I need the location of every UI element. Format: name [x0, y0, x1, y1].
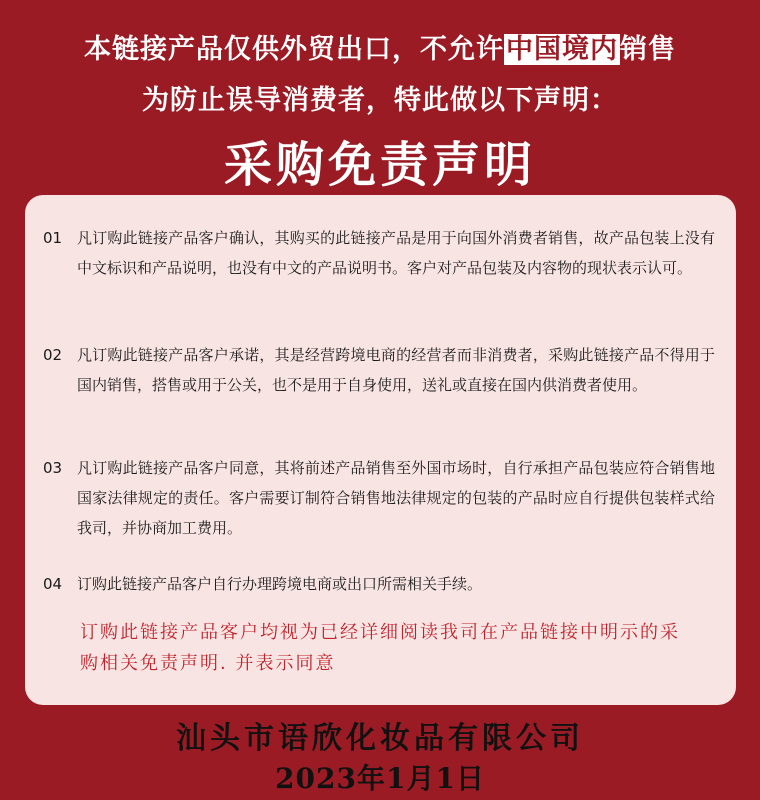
clause-number: 03	[43, 459, 63, 477]
clause-text: 订购此链接产品客户自行办理跨境电商或出口所需相关手续。	[77, 575, 483, 593]
clause-03	[43, 453, 715, 543]
statement-date: 2023年1月1日	[275, 762, 485, 795]
company-name: 汕头市语欣化妆品有限公司	[176, 721, 584, 756]
header-line-1-before: 本链接产品仅供外贸出口，不允许	[84, 34, 504, 65]
clause-number: 02	[43, 346, 63, 364]
page-title: 采购免责声明	[223, 137, 536, 193]
header-line-2: 为防止误导消费者，特此做以下声明：	[142, 85, 618, 116]
header-line-1-after: 销售	[620, 34, 676, 65]
clause-01	[43, 223, 715, 283]
header-line-1	[0, 27, 760, 66]
clause-text: 凡订购此链接产品客户承诺，其是经营跨境电商的经营者而非消费者，采购此链接产品不得用于国内销售，搭售或用于公关，也不是用于自身使用，送礼或直接在国内供消费者使用。	[77, 346, 715, 394]
clause-text: 凡订购此链接产品客户同意，其将前述产品销售至外国市场时，自行承担产品包装应符合销售地国家法律规定的责任。客户需要订制符合销售地法律规定的包装的产品时应自行提供包装样式给我司，并协商加工费用。	[77, 459, 715, 537]
highlight-phrase: 中国境内	[506, 34, 618, 65]
statement-card	[25, 195, 736, 705]
clause-number: 04	[43, 575, 63, 593]
clause-text: 凡订购此链接产品客户确认，其购买的此链接产品是用于向国外消费者销售，故产品包装上没有中文标识和产品说明，也没有中文的产品说明书。客户对产品包装及内容物的现状表示认可。	[77, 229, 715, 277]
agreement-note: 订购此链接产品客户均视为已经详细阅读我司在产品链接中明示的采购相关免责声明. 并表示同意	[80, 622, 680, 674]
clause-02	[43, 340, 715, 400]
clause-number: 01	[43, 229, 63, 247]
clause-04	[43, 569, 715, 599]
